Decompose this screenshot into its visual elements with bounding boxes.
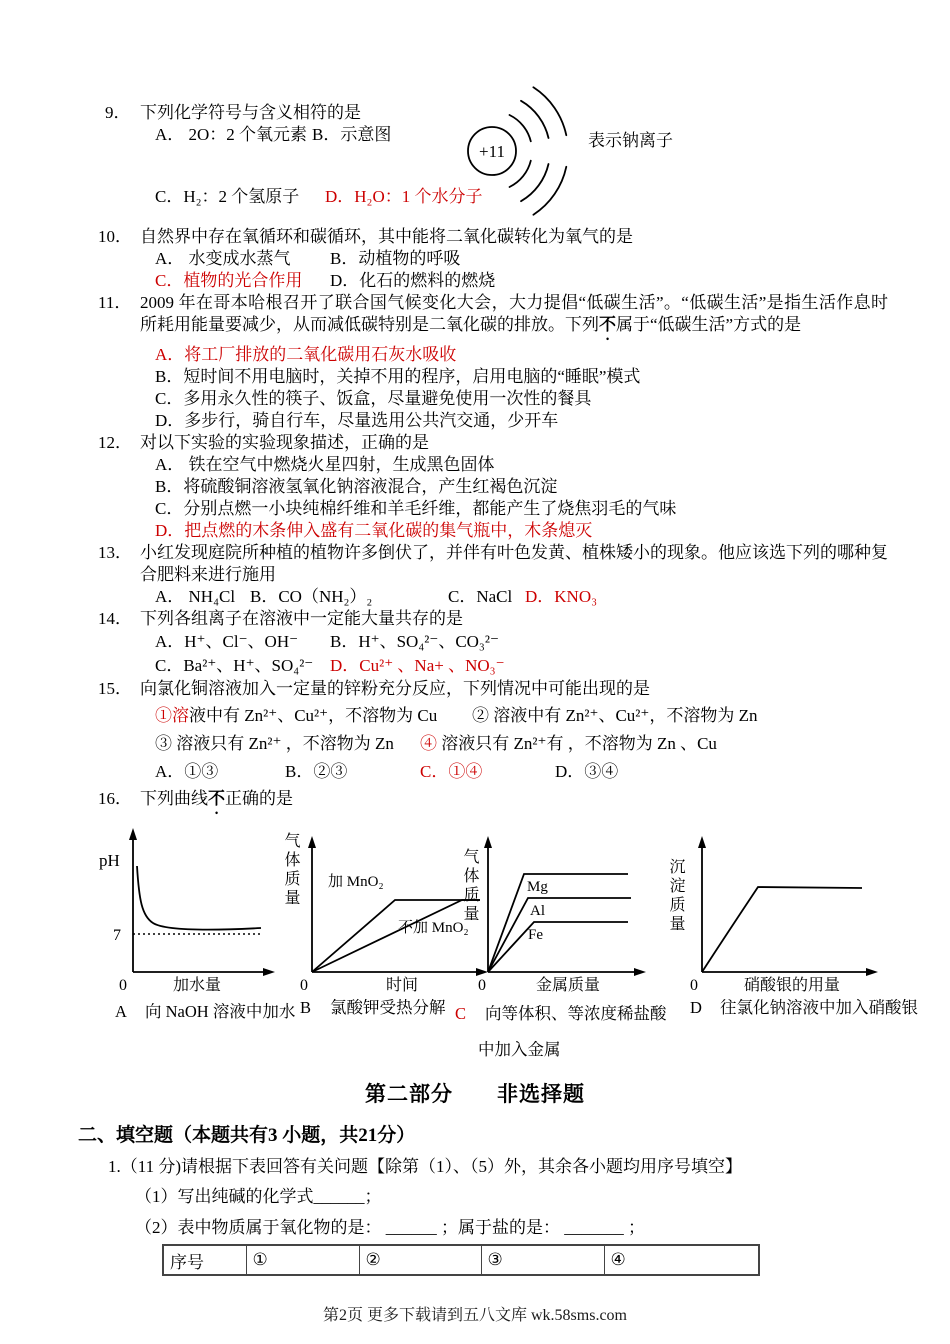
- question-10-options-ab: [98, 248, 888, 270]
- question-number: 12．: [98, 433, 132, 452]
- option-a: A． 2O：2 个氧元素: [155, 125, 308, 144]
- question-15-options: [98, 760, 888, 784]
- option-c: C．Ba²⁺、H⁺、SO₄²⁻: [155, 656, 314, 675]
- graph-c-mg-label: Mg: [527, 879, 548, 895]
- substance-table: [162, 1244, 760, 1276]
- graph-d-precipitate-curve: [688, 830, 888, 994]
- table-cell-2: ②: [359, 1245, 481, 1275]
- graph-b-origin: 0: [300, 977, 308, 994]
- graph-a-ytick-7: 7: [113, 927, 121, 944]
- question-9: [98, 102, 888, 124]
- option-a: A．①③: [155, 762, 219, 781]
- caption-text: 往氯化钠溶液中加入硝酸银: [720, 998, 918, 1017]
- graph-c-letter-answer: C: [455, 1004, 467, 1023]
- section2-heading: 二、填空题（本题共有3 小题，共21分）: [78, 1125, 416, 1146]
- question-12-option-a: A． 铁在空气中燃烧火星四射，生成黑色固体: [155, 455, 495, 474]
- fill-question-1-intro: 1.（11 分)请根据下表回答有关问题【除第（1）、（5）外，其余各小题均用序号填空】: [108, 1157, 743, 1176]
- fill-question-1-sub1: （1）写出纯碱的化学式______；: [135, 1187, 382, 1206]
- option-b: B．动植物的呼吸: [330, 249, 461, 268]
- option-a: A． 水变成水蒸气: [155, 249, 291, 268]
- fill-question-1-sub2: （2）表中物质属于氧化物的是： ______ ；属于盐的是： _______ ；: [135, 1218, 645, 1237]
- stem-text: 下列曲线: [140, 789, 208, 808]
- graph-d-origin: 0: [690, 977, 698, 994]
- question-10-options-cd: [98, 270, 888, 292]
- question-10-stem: 自然界中存在氧循环和碳循环，其中能将二氧化碳转化为氧气的是: [140, 227, 633, 246]
- question-11-stem: [140, 292, 888, 344]
- nucleus-charge-label: +11: [479, 142, 505, 161]
- question-11: [98, 292, 888, 344]
- question-13-options: [98, 586, 888, 608]
- question-11-option-b: B．短时间不用电脑时，关掉不用的程序，启用电脑的“睡眠”模式: [155, 367, 641, 386]
- question-number: 10．: [98, 227, 132, 246]
- graph-d-xlabel: 硝酸银的用量: [744, 977, 841, 994]
- case-3: ③ 溶液只有 Zn²⁺ ，不溶物为 Zn: [155, 734, 394, 753]
- table-row: [163, 1245, 759, 1275]
- option-c: C．NaCl: [448, 587, 513, 606]
- graph-c-xlabel: 金属质量: [536, 977, 601, 994]
- question-number: 9．: [105, 103, 131, 122]
- question-16: [98, 788, 888, 818]
- question-16-graphs: [0, 822, 950, 1062]
- question-15: [98, 678, 888, 700]
- question-number: 13．: [98, 543, 132, 562]
- graph-b-letter: B: [300, 998, 312, 1017]
- option-d: D．③④: [555, 762, 619, 781]
- option-c-answer: C．植物的光合作用: [155, 271, 303, 290]
- graph-c-caption-line2: 中加入金属: [478, 1040, 561, 1059]
- question-number: 16．: [98, 789, 132, 808]
- option-c-answer: C．①④: [420, 762, 483, 781]
- question-13-stem: 小红发现庭院所种植的植物许多倒伏了，并伴有叶色发黄、植株矮小的现象。他应该选下列的哪种复合肥料来进行施用: [140, 543, 888, 584]
- table-header-xuhao: 序号: [163, 1245, 246, 1275]
- question-12-option-b: B．将硫酸铜溶液氢氧化钠溶液混合，产生红褐色沉淀: [155, 477, 558, 496]
- graph-a-ph-curve: [85, 822, 285, 994]
- caption-text: 向等体积、等浓度稀盐酸: [485, 1004, 667, 1023]
- part2-title: 第二部分 非选择题: [365, 1082, 585, 1106]
- option-d-answer: D．H₂O：1 个水分子: [325, 187, 483, 206]
- question-15-case-3-4: [98, 732, 888, 756]
- graph-d-caption: [690, 994, 918, 1018]
- question-9-stem: 下列化学符号与含义相符的是: [140, 103, 361, 122]
- graph-b-curve2-label: 不加 MnO₂: [398, 920, 469, 936]
- atom-diagram-caption: 表示钠离子: [588, 131, 673, 150]
- stem-emphasis: 不: [208, 789, 225, 808]
- question-14-stem: 下列各组离子在溶液中一定能大量共存的是: [140, 609, 463, 628]
- question-11-option-a-answer: A．将工厂排放的二氧化碳用石灰水吸收: [155, 345, 457, 364]
- graph-c-caption: [455, 1000, 667, 1024]
- graph-c-origin: 0: [478, 977, 486, 994]
- sodium-ion-diagram: [438, 70, 708, 246]
- case-1: 液中有 Zn²⁺、Cu²⁺，不溶物为 Cu: [189, 706, 438, 725]
- graph-a-xlabel: 加水量: [173, 977, 222, 994]
- question-10: [98, 226, 888, 248]
- graph-b-ylabel: 气体质量: [282, 832, 299, 908]
- question-15-case-1-2: [98, 704, 888, 728]
- case-4-red: ④: [420, 734, 437, 753]
- stem-text: 2009 年在哥本哈根召开了联合国气候变化大会，大力提倡“低碳生活”。“低碳生活”是指生活作息时所耗用能量要减少，从而减低碳特别是二氧化碳的排放。下列: [140, 293, 888, 334]
- question-12-option-c: C．分别点燃一小块纯棉纤维和羊毛纤维，都能产生了烧焦羽毛的气味: [155, 499, 677, 518]
- graph-b-curve1-label: 加 MnO₂: [328, 874, 384, 890]
- table-cell-1: ①: [246, 1245, 359, 1275]
- question-15-stem: 向氯化铜溶液加入一定量的锌粉充分反应，下列情况中可能出现的是: [140, 679, 650, 698]
- option-b: B．示意图: [312, 125, 392, 144]
- graph-c-metal-curves: [478, 830, 653, 994]
- graph-c-fe-label: Fe: [528, 927, 543, 943]
- question-12: [98, 432, 888, 454]
- graph-a-origin: 0: [119, 977, 127, 994]
- question-13: [98, 542, 888, 586]
- option-b: B．H⁺、SO₄²⁻、CO₃²⁻: [330, 632, 499, 651]
- option-c: C．H₂：2 个氢原子: [155, 187, 300, 206]
- option-d-answer: D．KNO₃: [525, 587, 598, 606]
- question-16-stem: [140, 788, 888, 818]
- graph-a-ylabel: pH: [99, 851, 120, 870]
- case-2: ② 溶液中有 Zn²⁺、Cu²⁺，不溶物为 Zn: [472, 706, 758, 725]
- stem-emphasis: 不: [599, 315, 616, 334]
- question-number: 14．: [98, 609, 132, 628]
- question-14-options-ab: [98, 630, 888, 654]
- option-a: A． NH₄Cl: [155, 587, 236, 606]
- question-number: 15．: [98, 679, 132, 698]
- graph-b-caption: [300, 994, 446, 1018]
- graph-d-ylabel: 沉淀质量: [667, 858, 684, 934]
- question-12-option-d-answer: D．把点燃的木条伸入盛有二氧化碳的集气瓶中，木条熄灭: [155, 521, 593, 540]
- question-14-options-cd: [98, 654, 888, 678]
- caption-text: 向 NaOH 溶液中加水: [145, 1002, 296, 1021]
- option-b: B．CO（NH₂）₂: [250, 587, 373, 606]
- graph-a-caption: [115, 998, 295, 1022]
- question-14: [98, 608, 888, 630]
- graph-a-letter: A: [115, 1002, 127, 1021]
- question-11-option-c: C．多用永久性的筷子、饭盒，尽量避免使用一次性的餐具: [155, 389, 592, 408]
- option-a: A．H⁺、Cl⁻、OH⁻: [155, 632, 299, 651]
- graph-c-ylabel: 气体质量: [461, 848, 478, 924]
- graph-d-letter: D: [690, 998, 702, 1017]
- graph-b-xlabel: 时间: [386, 977, 419, 994]
- stem-text: 属于“低碳生活”方式的是: [616, 315, 802, 334]
- question-number: 11．: [98, 293, 132, 312]
- caption-text: 氯酸钾受热分解: [330, 998, 446, 1017]
- option-d: D．化石的燃料的燃烧: [330, 271, 496, 290]
- case-1-red: ①溶: [155, 706, 189, 725]
- option-d-answer: D．Cu²⁺ 、Na+ 、NO₃⁻: [330, 656, 505, 675]
- option-b: B．②③: [285, 762, 348, 781]
- question-12-stem: 对以下实验的实验现象描述，正确的是: [140, 433, 429, 452]
- graph-c-al-label: Al: [530, 903, 545, 919]
- question-11-option-d: D．多步行，骑自行车，尽量选用公共汽交通，少开车: [155, 411, 559, 430]
- stem-text: 正确的是: [225, 789, 293, 808]
- page-footer: 第2页 更多下载请到五八文库 wk.58sms.com: [322, 1307, 627, 1324]
- table-cell-3: ③: [481, 1245, 604, 1275]
- table-cell-4: ④: [604, 1245, 759, 1275]
- case-4: 溶液只有 Zn²⁺有 ，不溶物为 Zn 、Cu: [437, 734, 717, 753]
